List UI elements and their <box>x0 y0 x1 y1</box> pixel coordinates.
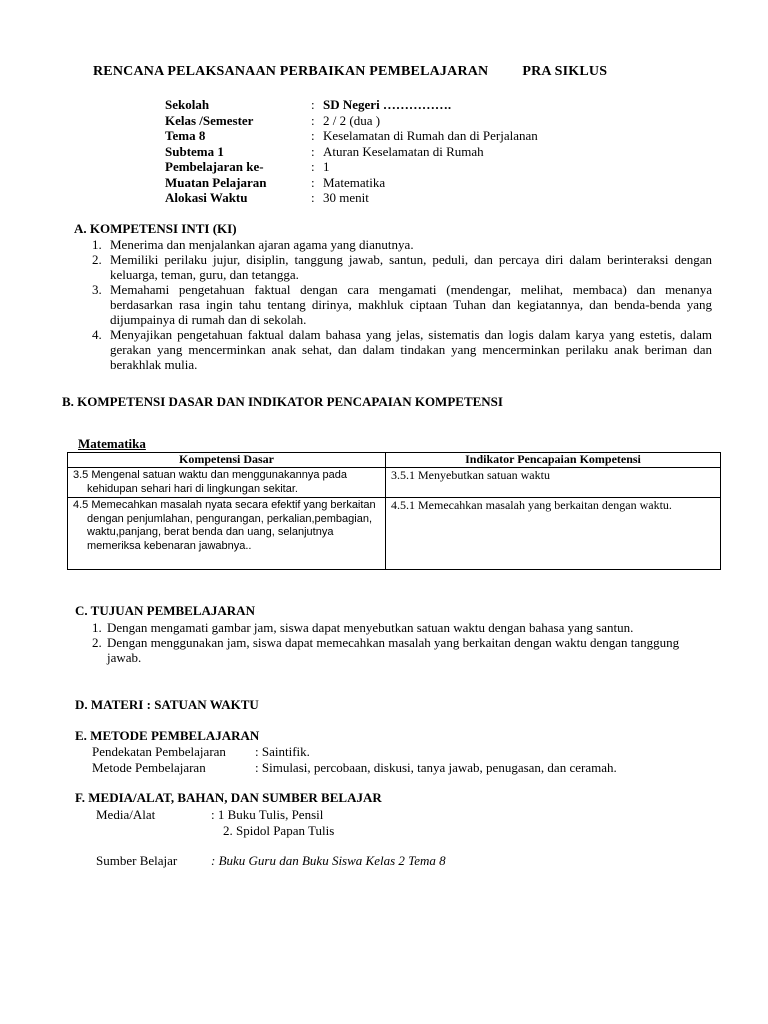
list-number: 1. <box>92 620 102 635</box>
section-e-heading: E. METODE PEMBELAJARAN <box>75 728 260 743</box>
section-f-heading: F. MEDIA/ALAT, BAHAN, DAN SUMBER BELAJAR <box>75 790 382 805</box>
kd-cell: 3.5 Mengenal satuan waktu dan menggunakannya pada kehidupan sehari hari di lingkungan sekitar. <box>73 469 347 495</box>
table-header-ipk: Indikator Pencapaian Kompetensi <box>386 453 721 468</box>
sumber-value: : Buku Guru dan Buku Siswa Kelas 2 Tema 8 <box>211 853 446 868</box>
table-row <box>68 468 721 498</box>
info-colon: : <box>311 128 315 143</box>
info-label: Subtema 1 <box>165 143 224 159</box>
document-title <box>93 64 607 79</box>
title-main: RENCANA PELAKSANAAN PERBAIKAN PEMBELAJARAN <box>93 64 489 79</box>
media-row <box>96 807 334 823</box>
list-item <box>92 237 712 252</box>
table-header-row <box>68 453 721 468</box>
section-d-heading: D. MATERI : SATUAN WAKTU <box>75 697 259 712</box>
list-number: 3. <box>92 282 102 297</box>
table-row <box>68 498 721 570</box>
section-c-heading: C. TUJUAN PEMBELAJARAN <box>75 603 255 618</box>
info-value: 2 / 2 (dua ) <box>323 112 381 128</box>
metode-value: : Simulasi, percobaan, diskusi, tanya jawab, penugasan, dan ceramah. <box>255 760 617 775</box>
metode-value: : Saintifik. <box>255 744 310 759</box>
list-number: 2. <box>92 252 102 267</box>
metode-block <box>92 744 617 776</box>
info-row-alokasi <box>165 190 538 206</box>
info-value: 30 menit <box>323 190 369 205</box>
media-label: Media/Alat <box>96 807 156 822</box>
competency-table <box>67 452 721 570</box>
info-label: Tema 8 <box>165 128 206 143</box>
info-value: Keselamatan di Rumah dan di Perjalanan <box>323 128 538 143</box>
list-text: Dengan menggunakan jam, siswa dapat memecahkan masalah yang berkaitan dengan waktu dengan tanggung jawab. <box>107 635 680 665</box>
section-b-heading: B. KOMPETENSI DASAR DAN INDIKATOR PENCAPAIAN KOMPETENSI <box>62 394 503 409</box>
section-a-heading: A. KOMPETENSI INTI (KI) <box>74 221 237 236</box>
metode-label: Pendekatan Pembelajaran <box>92 744 226 759</box>
sumber-belajar-row <box>96 853 446 868</box>
list-text: Menerima dan menjalankan ajaran agama yang dianutnya. <box>110 237 414 252</box>
list-item <box>92 252 712 282</box>
info-label: Alokasi Waktu <box>165 190 248 205</box>
info-colon: : <box>311 174 315 190</box>
title-suffix: PRA SIKLUS <box>522 64 608 79</box>
media-block <box>96 807 334 839</box>
list-text: Memiliki perilaku jujur, disiplin, tanggung jawab, santun, peduli, dan percaya diri dalam berinteraksi dengan keluarga, teman, guru, dan tetangga. <box>110 252 712 282</box>
info-colon: : <box>311 112 315 128</box>
info-row-sekolah <box>165 97 538 113</box>
ipk-cell: 3.5.1 Menyebutkan satuan waktu <box>391 468 550 482</box>
info-row-muatan <box>165 175 538 191</box>
list-text: Menyajikan pengetahuan faktual dalam bahasa yang jelas, sistematis dan logis dalam karya yang estetis, dalam gerakan yang mencerminkan anak sehat, dan dalam tindakan yang mencerminkan perilaku anak beriman dan berakhlak mulia. <box>110 327 712 372</box>
info-colon: : <box>311 190 315 205</box>
list-number: 1. <box>92 237 102 252</box>
info-value: Matematika <box>323 174 386 190</box>
list-text: Dengan mengamati gambar jam, siswa dapat menyebutkan satuan waktu dengan bahasa yang santun. <box>107 620 634 635</box>
kd-cell: 4.5 Memecahkan masalah nyata secara efektif yang berkaitan dengan penjumlahan, pengurangan, perkalian,pembagian, waktu,panjang, berat benda dan uang, selanjutnya memeriksa kebenaran jawabnya.. <box>73 499 376 552</box>
list-text: Memahami pengetahuan faktual dengan cara mengamati (mendengar, melihat, membaca) dan menanya berdasarkan rasa ingin tahu tentang dirinya, makhluk ciptaan Tuhan dan kegiatannya, dan benda-benda yang dijumpainya di rumah dan di sekolah. <box>110 282 712 327</box>
info-label: Sekolah <box>165 97 210 112</box>
info-value: Aturan Keselamatan di Rumah <box>323 143 484 159</box>
info-row-pembelajaran <box>165 159 538 175</box>
info-colon: : <box>311 97 315 112</box>
metode-row <box>92 760 617 776</box>
info-row-tema <box>165 128 538 144</box>
identity-block <box>165 97 538 206</box>
info-value: SD Negeri ……………. <box>323 97 452 112</box>
sumber-label: Sumber Belajar <box>96 853 178 868</box>
list-item <box>92 620 692 635</box>
metode-row <box>92 744 617 760</box>
info-colon: : <box>311 143 315 159</box>
kompetensi-inti-list <box>92 237 712 372</box>
media-row <box>96 823 334 839</box>
ipk-cell: 4.5.1 Memecahkan masalah yang berkaitan dengan waktu. <box>391 498 672 512</box>
metode-label: Metode Pembelajaran <box>92 760 206 775</box>
info-row-subtema <box>165 144 538 160</box>
list-number: 4. <box>92 327 102 342</box>
media-item: : 1 Buku Tulis, Pensil <box>211 807 324 822</box>
list-number: 2. <box>92 635 102 650</box>
list-item <box>92 282 712 327</box>
list-item <box>92 635 692 665</box>
media-item: 2. Spidol Papan Tulis <box>223 823 335 838</box>
info-row-kelas <box>165 113 538 129</box>
info-label: Muatan Pelajaran <box>165 174 267 190</box>
info-label: Pembelajaran ke- <box>165 159 264 174</box>
tujuan-list <box>92 620 692 665</box>
table-header-kd: Kompetensi Dasar <box>68 453 386 468</box>
info-label: Kelas /Semester <box>165 112 254 128</box>
list-item <box>92 327 712 372</box>
subject-label: Matematika <box>78 436 146 451</box>
info-value: 1 <box>323 159 330 174</box>
info-colon: : <box>311 159 315 174</box>
